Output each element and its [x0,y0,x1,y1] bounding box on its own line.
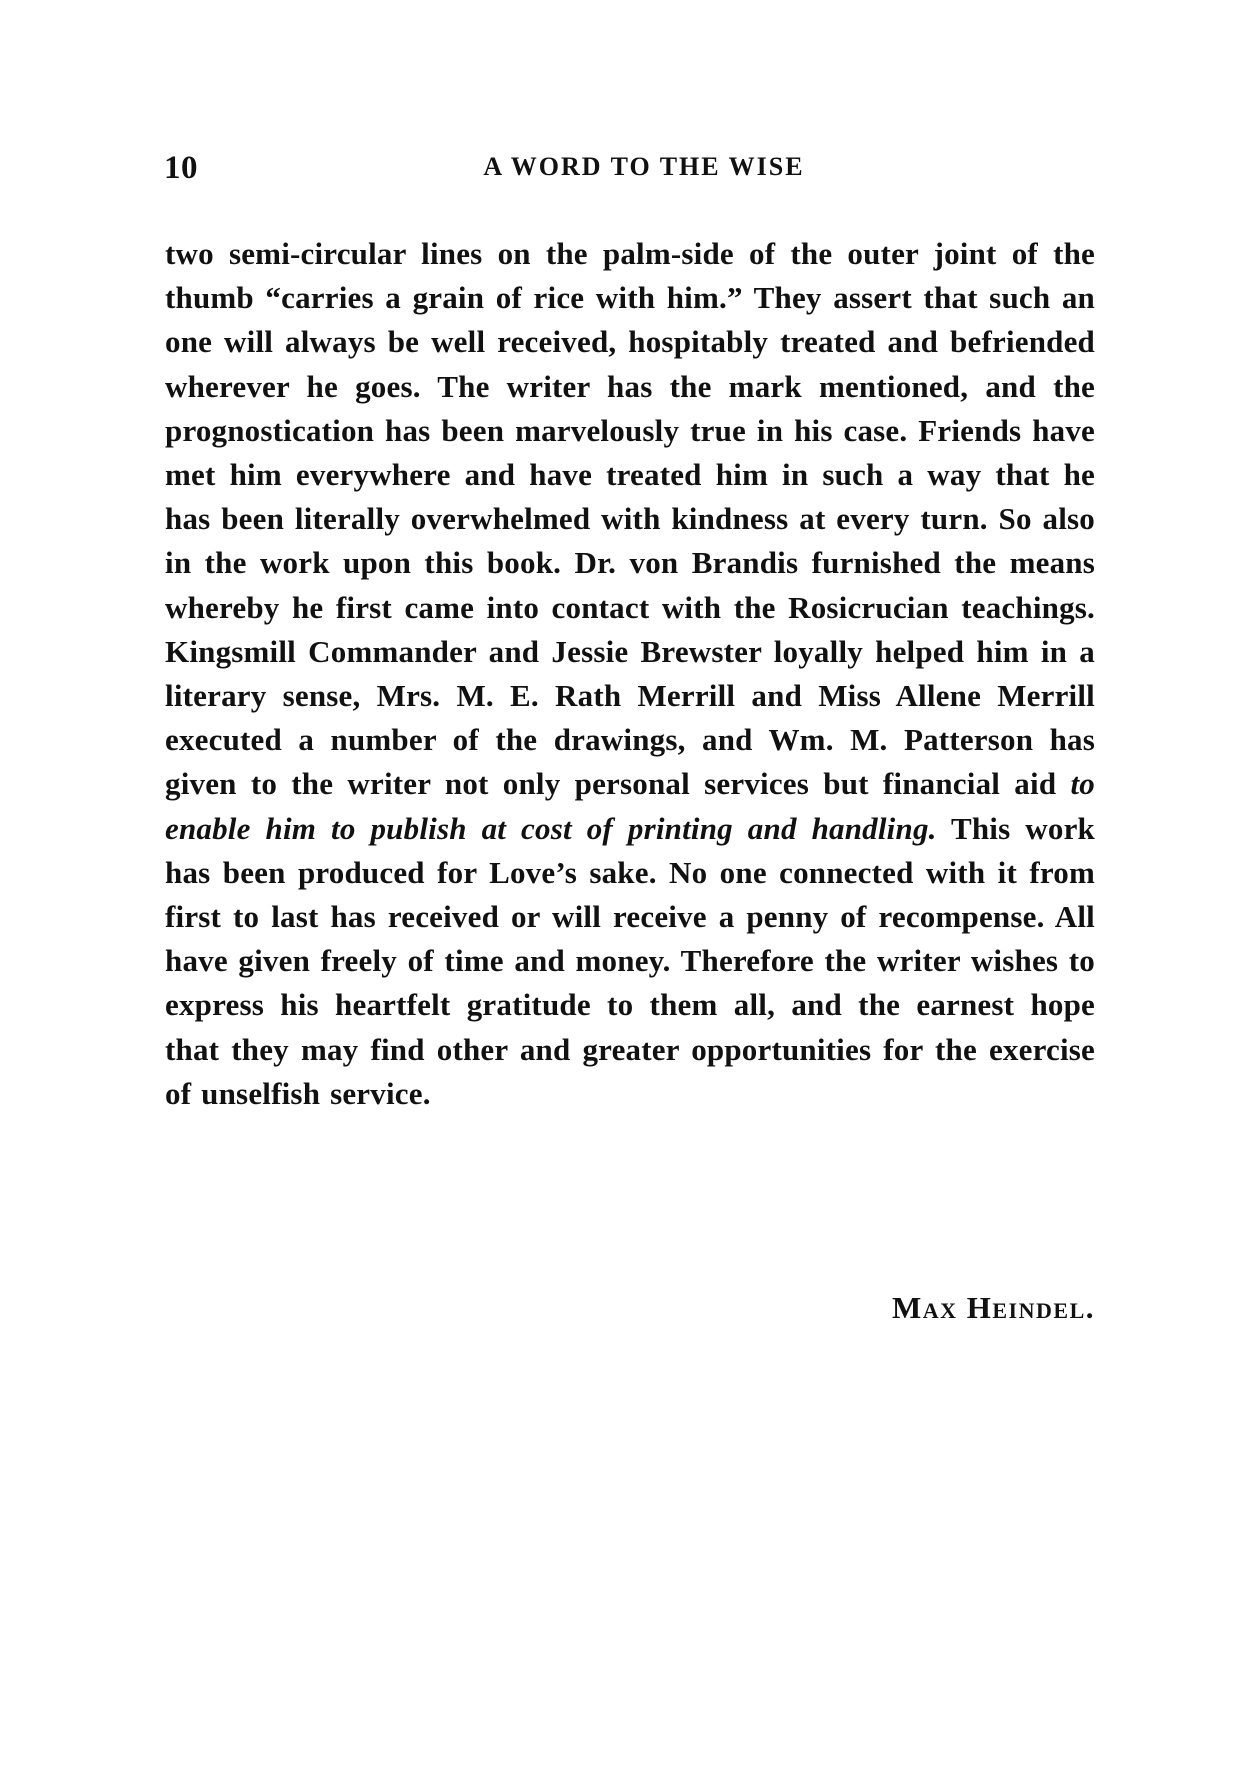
italic-emphasis: to enable him to publish at cost of printing and handling. [165,766,1095,846]
author-signature: Max Heindel. [891,1290,1095,1325]
body-text-segment: two semi-circular lines on the palm-side of the outer joint of the thumb “carries a grain of rice with him.” They assert that such an one will always be well received, hospitably treated and befriended wherever he goes. The writer has the mark mentioned, and the prognostication has been marvelously true in his case. Friends have met him everywhere and have treated him in such a way that he has been literally overwhelmed with kindness at every turn. So also in the work upon this book. Dr. von Brandis furnished the means whereby he first came into contact with the Rosicrucian teachings. Kingsmill Commander and Jessie Brewster loyally helped him in a literary sense, Mrs. M. E. Rath Merrill and Miss Allene Merrill executed a number of the drawings, and Wm. M. Patterson has given to the writer not only personal services but financial aid [165,236,1095,802]
body-paragraph [165,232,1095,1116]
page-number: 10 [164,150,198,186]
running-head [164,150,1094,194]
running-title: A WORD TO THE WISE [483,152,805,181]
body-text-segment: This work has been produced for Love’s sake. No one connected with it from first to last has received or will receive a penny of recompense. All have given freely of time and money. Therefore the writer wishes to express his heartfelt gratitude to them all, and the earnest hope that they may find other and greater opportunities for the exercise of unselfish service. [165,810,1095,1111]
